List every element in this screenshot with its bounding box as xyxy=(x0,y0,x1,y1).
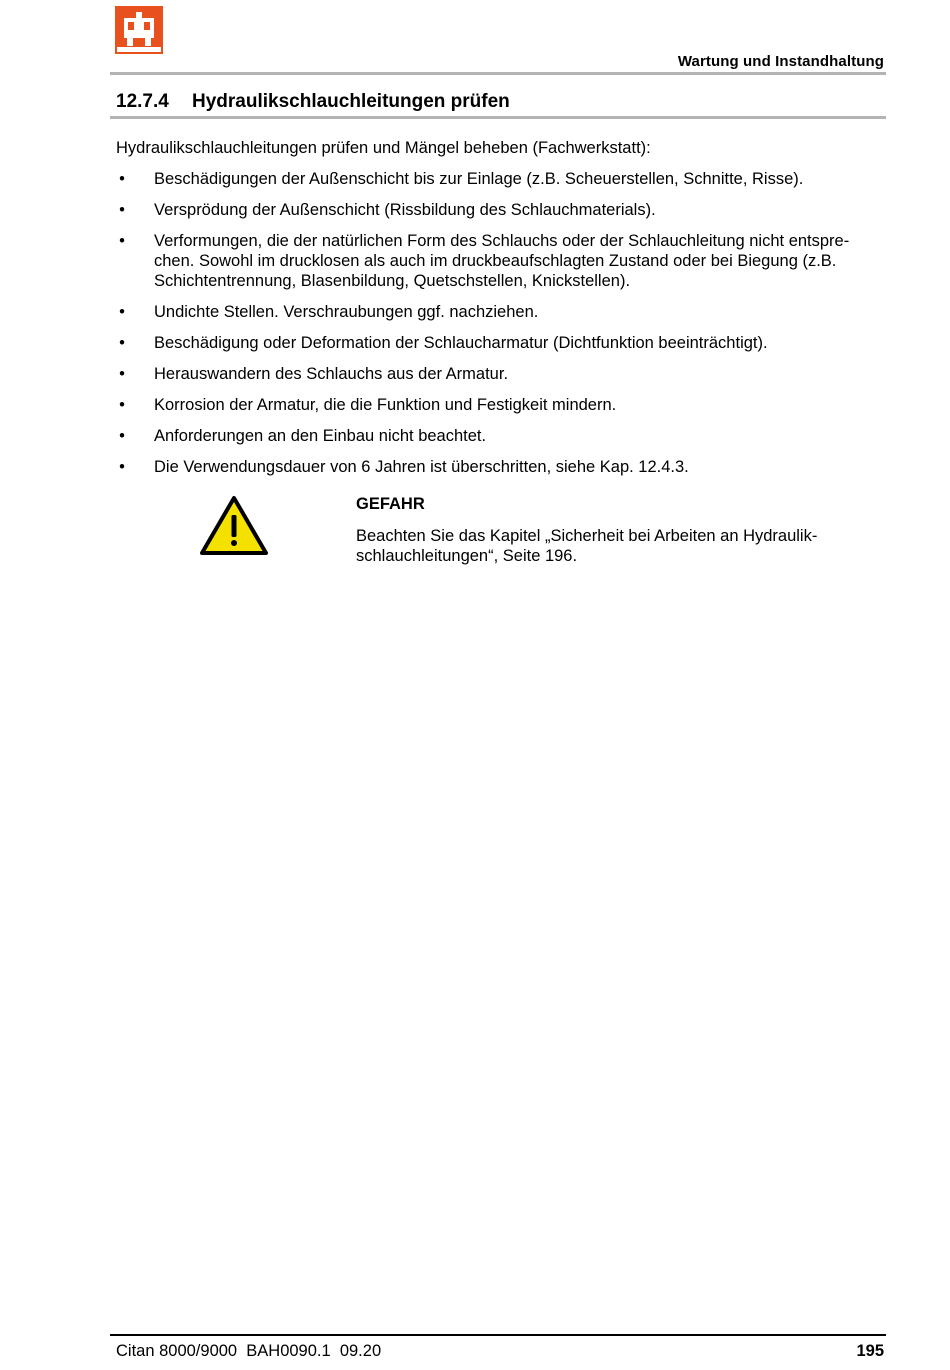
section-number: 12.7.4 xyxy=(116,91,169,112)
list-item-text: Beschädigungen der Außenschicht bis zur Einlage (z.B. Scheuerstellen, Schnitte, Risse). xyxy=(154,170,804,188)
amazone-logo xyxy=(115,6,163,54)
bullet-icon: • xyxy=(119,303,125,321)
list-item xyxy=(116,426,876,446)
bullet-icon: • xyxy=(119,170,125,188)
list-item xyxy=(116,169,876,189)
danger-title: GEFAHR xyxy=(356,495,425,513)
warning-triangle-icon xyxy=(199,495,269,557)
section-title: Hydraulikschlauchleitungen prüfen xyxy=(192,91,510,112)
list-item-text: Anforderungen an den Einbau nicht beachtet. xyxy=(154,427,487,445)
footer-document-info: Citan 8000/9000 BAH0090.1 09.20 xyxy=(116,1342,382,1360)
list-item xyxy=(116,395,876,415)
bullet-icon: • xyxy=(119,334,125,352)
bullet-icon: • xyxy=(119,232,125,250)
list-item xyxy=(116,364,876,384)
footer-divider xyxy=(110,1334,886,1336)
danger-text-line: Beachten Sie das Kapitel „Sicherheit bei Arbeiten an Hydraulik- xyxy=(356,527,818,545)
danger-text-line: schlauchleitungen“, Seite 196. xyxy=(356,547,578,565)
list-item xyxy=(116,302,876,322)
amazone-logo-graphic xyxy=(115,6,163,54)
bullet-icon: • xyxy=(119,458,125,476)
section-heading xyxy=(116,91,510,113)
list-item xyxy=(116,231,876,291)
list-item-text: Herauswandern des Schlauchs aus der Armatur. xyxy=(154,365,509,383)
list-item-text: Undichte Stellen. Verschraubungen ggf. nachziehen. xyxy=(154,303,539,321)
bullet-icon: • xyxy=(119,365,125,383)
list-item xyxy=(116,333,876,353)
list-item-text-line: chen. Sowohl im drucklosen als auch im druckbeaufschlagten Zustand oder bei Biegung (z.B. xyxy=(154,252,837,270)
list-item-text: Versprödung der Außenschicht (Rissbildung des Schlauchmaterials). xyxy=(154,201,656,219)
list-item-text: Die Verwendungsdauer von 6 Jahren ist überschritten, siehe Kap. 12.4.3. xyxy=(154,458,689,476)
page-number: 195 xyxy=(856,1342,884,1360)
list-item-text: Beschädigung oder Deformation der Schlaucharmatur (Dichtfunktion beeinträchtigt). xyxy=(154,334,768,352)
bullet-list xyxy=(116,169,876,488)
list-item xyxy=(116,457,876,477)
list-item-text-line: Schichtentrennung, Blasenbildung, Quetschstellen, Knickstellen). xyxy=(154,272,631,290)
bullet-icon: • xyxy=(119,427,125,445)
header-divider xyxy=(110,72,886,75)
header-title: Wartung und Instandhaltung xyxy=(677,53,884,70)
intro-paragraph: Hydraulikschlauchleitungen prüfen und Mängel beheben (Fachwerkstatt): xyxy=(116,139,651,157)
bullet-icon: • xyxy=(119,201,125,219)
list-item xyxy=(116,200,876,220)
danger-text xyxy=(356,526,856,566)
list-item-text: Korrosion der Armatur, die die Funktion und Festigkeit mindern. xyxy=(154,396,617,414)
list-item-text-line: Verformungen, die der natürlichen Form des Schlauchs oder der Schlauchleitung nicht entspre- xyxy=(154,232,850,250)
bullet-icon: • xyxy=(119,396,125,414)
section-divider xyxy=(110,116,886,119)
